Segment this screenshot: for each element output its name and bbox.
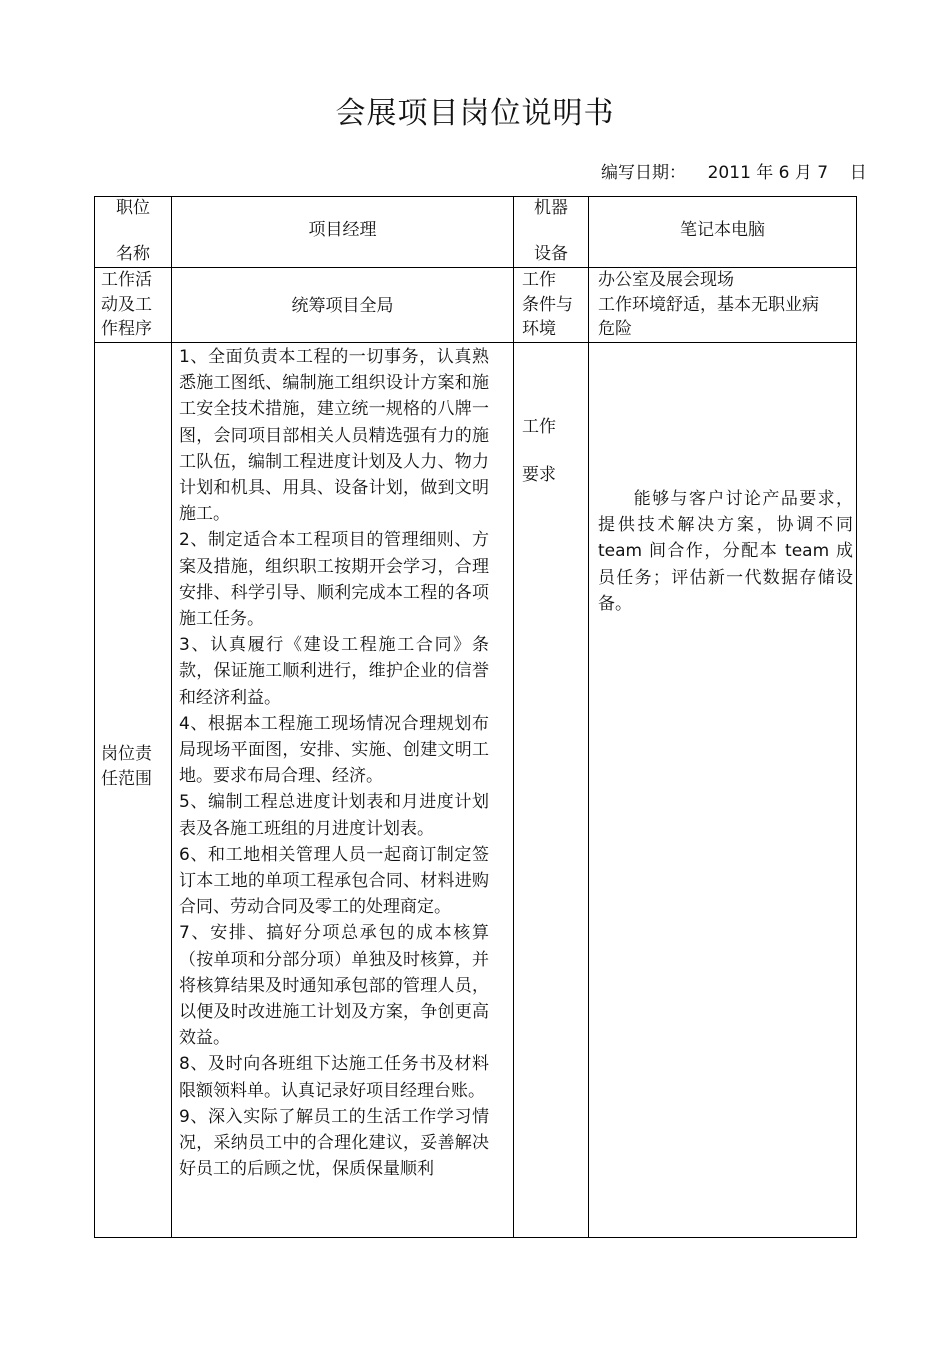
document-title: 会展项目岗位说明书: [335, 96, 615, 131]
table-border-right: [856, 196, 857, 1238]
requirement-value: 能够与客户讨论产品要求，提供技术解决方案，协调不同 team 间合作，分配本 team 成员任务；评估新一代数据存储设备。: [598, 489, 853, 614]
table-row-divider: [94, 267, 857, 268]
position-value: 项目经理: [308, 220, 377, 240]
activity-value: 统筹项目全局: [291, 296, 394, 316]
table-border-bottom: [94, 1237, 857, 1238]
conditions-label-line1: 工作: [522, 270, 556, 290]
duty-item: 7、安排、搞好分项总承包的成本核算（按单项和分部分项）单独及时核算，并将核算结果及时通知承包部的管理人员，以便及时改进施工计划及方案，争创更高效益。: [179, 923, 489, 1049]
conditions-value-line1: 办公室及展会现场: [598, 270, 734, 290]
position-label-line2: 名称: [116, 244, 150, 264]
table-row-divider: [94, 342, 857, 343]
conditions-value-line3: 危险: [598, 319, 632, 339]
activity-label-line3: 作程序: [101, 319, 152, 339]
requirement-label-line1: 工作: [522, 417, 556, 437]
conditions-label-line2: 条件与: [522, 295, 573, 315]
duty-item: 4、根据本工程施工现场情况合理规划布局现场平面图，安排、实施、创建文明工地。要求布局合理、经济。: [179, 713, 489, 787]
duty-item: 8、及时向各班组下达施工任务书及材料限额领料单。认真记录好项目经理台账。: [179, 1054, 489, 1101]
table-border-left: [94, 196, 95, 1238]
conditions-label-line3: 环境: [522, 319, 556, 339]
scope-label-line1: 岗位责: [101, 744, 152, 764]
duty-list: [179, 344, 489, 1183]
duty-item: 2、制定适合本工程项目的管理细则、方案及措施，组织职工按期开会学习，合理安排、科学引导、顺利完成本工程的各项施工任务。: [179, 530, 489, 630]
duty-item: 9、深入实际了解员工的生活工作学习情况，采纳员工中的合理化建议，妥善解决好员工的后顾之忧，保质保量顺利: [179, 1106, 489, 1180]
table-border-top: [94, 196, 857, 197]
table-col-divider: [513, 196, 514, 1238]
equipment-label-line2: 设备: [534, 244, 568, 264]
position-label-line1: 职位: [116, 198, 150, 218]
table-col-divider: [171, 196, 172, 1238]
scope-label-line2: 任范围: [101, 769, 152, 789]
compile-date: 编写日期： 2011 年 6 月 7 日: [601, 163, 867, 183]
requirement-label-line2: 要求: [522, 465, 556, 485]
table-col-divider: [588, 196, 589, 1238]
activity-label-line2: 动及工: [101, 295, 152, 315]
duty-item: 5、编制工程总进度计划表和月进度计划表及各施工班组的月进度计划表。: [179, 792, 489, 839]
duty-item: 3、认真履行《建设工程施工合同》条款，保证施工顺利进行，维护企业的信誉和经济利益。: [179, 635, 489, 708]
activity-label-line1: 工作活: [101, 270, 152, 290]
equipment-value: 笔记本电脑: [680, 220, 765, 240]
duty-item: 1、全面负责本工程的一切事务，认真熟悉施工图纸、编制施工组织设计方案和施工安全技术措施，建立统一规格的八牌一图，会同项目部相关人员精选强有力的施工队伍，编制工程进度计划及人力、物力计划和机具、用具、设备计划，做到文明施工。: [179, 347, 489, 525]
equipment-label-line1: 机器: [534, 198, 568, 218]
conditions-value-line2: 工作环境舒适，基本无职业病: [598, 295, 819, 315]
duty-item: 6、和工地相关管理人员一起商订制定签订本工地的单项工程承包合同、材料进购合同、劳动合同及零工的处理商定。: [179, 844, 489, 918]
